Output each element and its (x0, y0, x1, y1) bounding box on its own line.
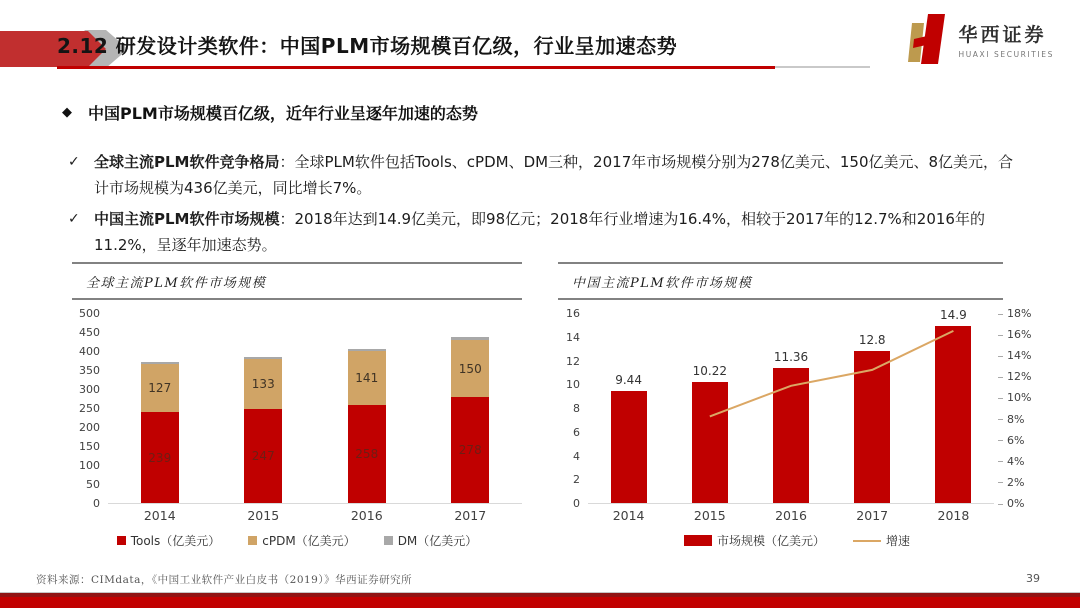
legend-label: DM（亿美元） (397, 534, 478, 548)
axis-tick-label: 2 (573, 473, 580, 487)
chart-title: 中国主流PLM软件市场规模 (572, 276, 753, 291)
axis-tick-label: 300 (79, 383, 100, 396)
legend-item (117, 532, 221, 549)
axis-tick-label: 250 (79, 402, 100, 415)
axis-tick-label: 6% (998, 434, 1024, 448)
y-axis (72, 307, 108, 510)
bar-segment (348, 405, 386, 503)
bullet-text (94, 206, 1016, 258)
bullet-text (94, 149, 1016, 201)
axis-tick-label: 200 (79, 421, 100, 434)
chart-body (558, 307, 1036, 510)
axis-tick-label: 16% (998, 328, 1031, 342)
huaxi-logo-icon (905, 12, 949, 66)
axis-tick-label: 350 (79, 364, 100, 377)
bar-value-label: 9.44 (615, 372, 642, 387)
chart-body (72, 307, 522, 510)
bottom-red-band (0, 592, 1080, 608)
y-axis-left (558, 307, 588, 510)
chart-legend (72, 532, 522, 549)
bar-segment (451, 397, 489, 503)
bar-segment (141, 362, 179, 364)
axis-tick-label: 450 (79, 326, 100, 339)
bar-value-label: 12.8 (858, 333, 886, 347)
bar-value-label: 258 (355, 446, 379, 461)
bullet-body: ：全球PLM软件包括Tools、cPDM、DM三种，2017年市场规模分别为278亿美元、150亿美元、8亿美元，合计市场规模为436亿美元，同比增长7%。 (94, 153, 1014, 197)
axis-tick-label: 0 (93, 497, 100, 510)
bar-value-label: 141 (355, 371, 379, 386)
bullet-list (68, 149, 1016, 263)
axis-tick-label: 10 (566, 378, 580, 392)
x-axis-label: 2016 (775, 508, 807, 523)
bar-value-label: 127 (148, 381, 172, 396)
axis-tick-label: 100 (79, 459, 100, 472)
x-axis-labels (108, 508, 522, 523)
tick-mark (998, 419, 1003, 420)
axis-tick-label: 10% (998, 391, 1031, 405)
growth-rate-line (588, 314, 994, 504)
bullet-bold-label: 中国主流PLM软件市场规模 (94, 210, 280, 228)
china-plm-combo-chart (558, 300, 1036, 549)
axis-tick-label: 4 (573, 449, 580, 463)
chart-panel-china-plm (558, 262, 1036, 549)
legend-item (384, 532, 478, 549)
x-axis-label: 2016 (350, 508, 383, 523)
logo-english-name: HUAXI SECURITIES (958, 49, 1054, 59)
axis-tick-label: 8 (573, 402, 580, 415)
chart-legend (558, 532, 1036, 549)
axis-tick-label: 0% (998, 497, 1024, 511)
x-axis-label: 2018 (937, 508, 970, 523)
tick-mark (998, 504, 1003, 505)
bar-value-label: 10.22 (692, 363, 727, 378)
bar-segment (451, 340, 489, 397)
bullet-bold-label: 全球主流PLM软件竞争格局 (94, 153, 280, 171)
plot-area (108, 314, 522, 504)
axis-tick-label: 6 (573, 425, 580, 439)
bar-value-label: 150 (458, 361, 482, 376)
axis-tick-label: 14 (566, 330, 580, 344)
legend-item (853, 532, 910, 549)
axis-tick-label: 50 (86, 478, 100, 491)
bar-segment (451, 337, 489, 340)
bar-segment (244, 409, 282, 503)
x-axis-label: 2017 (856, 508, 889, 523)
checkmark-icon: ✓ (68, 154, 80, 170)
x-axis-label: 2014 (143, 508, 176, 523)
plot-area (588, 308, 994, 504)
axis-tick-label: 400 (79, 345, 100, 358)
page-title: 2.12 研发设计类软件：中国PLM市场规模百亿级，行业呈加速态势 (57, 34, 678, 58)
legend-line-swatch-icon (853, 540, 881, 542)
list-item (68, 149, 1016, 201)
tick-mark (998, 335, 1003, 336)
tick-mark (998, 377, 1003, 378)
axis-tick-label: 14% (998, 349, 1031, 363)
axis-tick-label: 4% (998, 455, 1024, 469)
x-axis-label: 2017 (454, 508, 487, 523)
legend-item (684, 532, 825, 549)
source-note: 资料来源：CIMdata，《中国工业软件产业白皮书（2019）》华西证券研究所 (36, 574, 413, 586)
bar-segment (348, 349, 386, 351)
bar-segment (244, 359, 282, 410)
x-axis-label: 2015 (247, 508, 280, 523)
axis-tick-label: 2% (998, 476, 1024, 490)
bar-segment (348, 351, 386, 405)
bar-value-label: 11.36 (773, 350, 809, 365)
tick-mark (998, 356, 1003, 357)
legend-swatch-icon (248, 536, 257, 545)
chart-panel-global-plm (72, 262, 522, 549)
bullet-body: ：2018年达到14.9亿美元，即98亿元；2018年行业增速为16.4%，相较于2017年的12.7%和2016年的11.2%，呈逐年加速态势。 (94, 210, 985, 254)
bar-segment (141, 412, 179, 503)
tick-mark (998, 461, 1003, 462)
axis-tick-label: 12 (566, 354, 580, 368)
list-item (68, 206, 1016, 258)
huaxi-securities-logo (905, 12, 1054, 66)
headline-text: 中国PLM市场规模百亿级，近年行业呈逐年加速的态势 (88, 104, 478, 123)
chart-title: 全球主流PLM软件市场规模 (86, 276, 267, 291)
tick-mark (998, 398, 1003, 399)
legend-bar-swatch-icon (684, 535, 712, 546)
bar-value-label: 133 (251, 376, 275, 391)
axis-tick-label: 12% (998, 370, 1031, 384)
axis-tick-label: 18% (998, 307, 1031, 321)
axis-tick-label: 0 (573, 497, 580, 510)
tick-mark (998, 482, 1003, 483)
checkmark-icon: ✓ (68, 211, 80, 227)
bar-segment (141, 364, 179, 412)
legend-label: 增速 (886, 534, 911, 548)
global-plm-stacked-bar-chart (72, 300, 522, 549)
tick-mark (998, 440, 1003, 441)
bar-segment (244, 357, 282, 359)
axis-tick-label: 150 (79, 440, 100, 453)
bar-value-label: 14.9 (940, 308, 967, 323)
title-underline (57, 66, 870, 69)
tick-mark (998, 314, 1003, 315)
axis-tick-label: 8% (998, 413, 1024, 427)
headline-bullet (62, 101, 478, 124)
legend-label: 市场规模（亿美元） (716, 534, 825, 548)
legend-item (248, 532, 355, 549)
legend-swatch-icon (384, 536, 393, 545)
y-axis-right (994, 307, 1036, 510)
legend-label: cPDM（亿美元） (262, 534, 356, 548)
bar-value-label: 239 (148, 450, 172, 465)
x-axis-label: 2015 (693, 508, 726, 523)
bar-value-label: 278 (458, 443, 482, 458)
x-axis-label: 2014 (612, 508, 645, 523)
logo-chinese-name: 华西证券 (958, 23, 1047, 46)
diamond-bullet-icon: ◆ (62, 105, 72, 120)
x-axis-labels (588, 508, 994, 523)
bar-value-label: 247 (251, 449, 275, 464)
page-number: 39 (1026, 572, 1040, 585)
axis-tick-label: 16 (566, 307, 580, 320)
axis-tick-label: 500 (79, 307, 100, 320)
legend-label: Tools（亿美元） (130, 534, 221, 548)
legend-swatch-icon (117, 536, 126, 545)
